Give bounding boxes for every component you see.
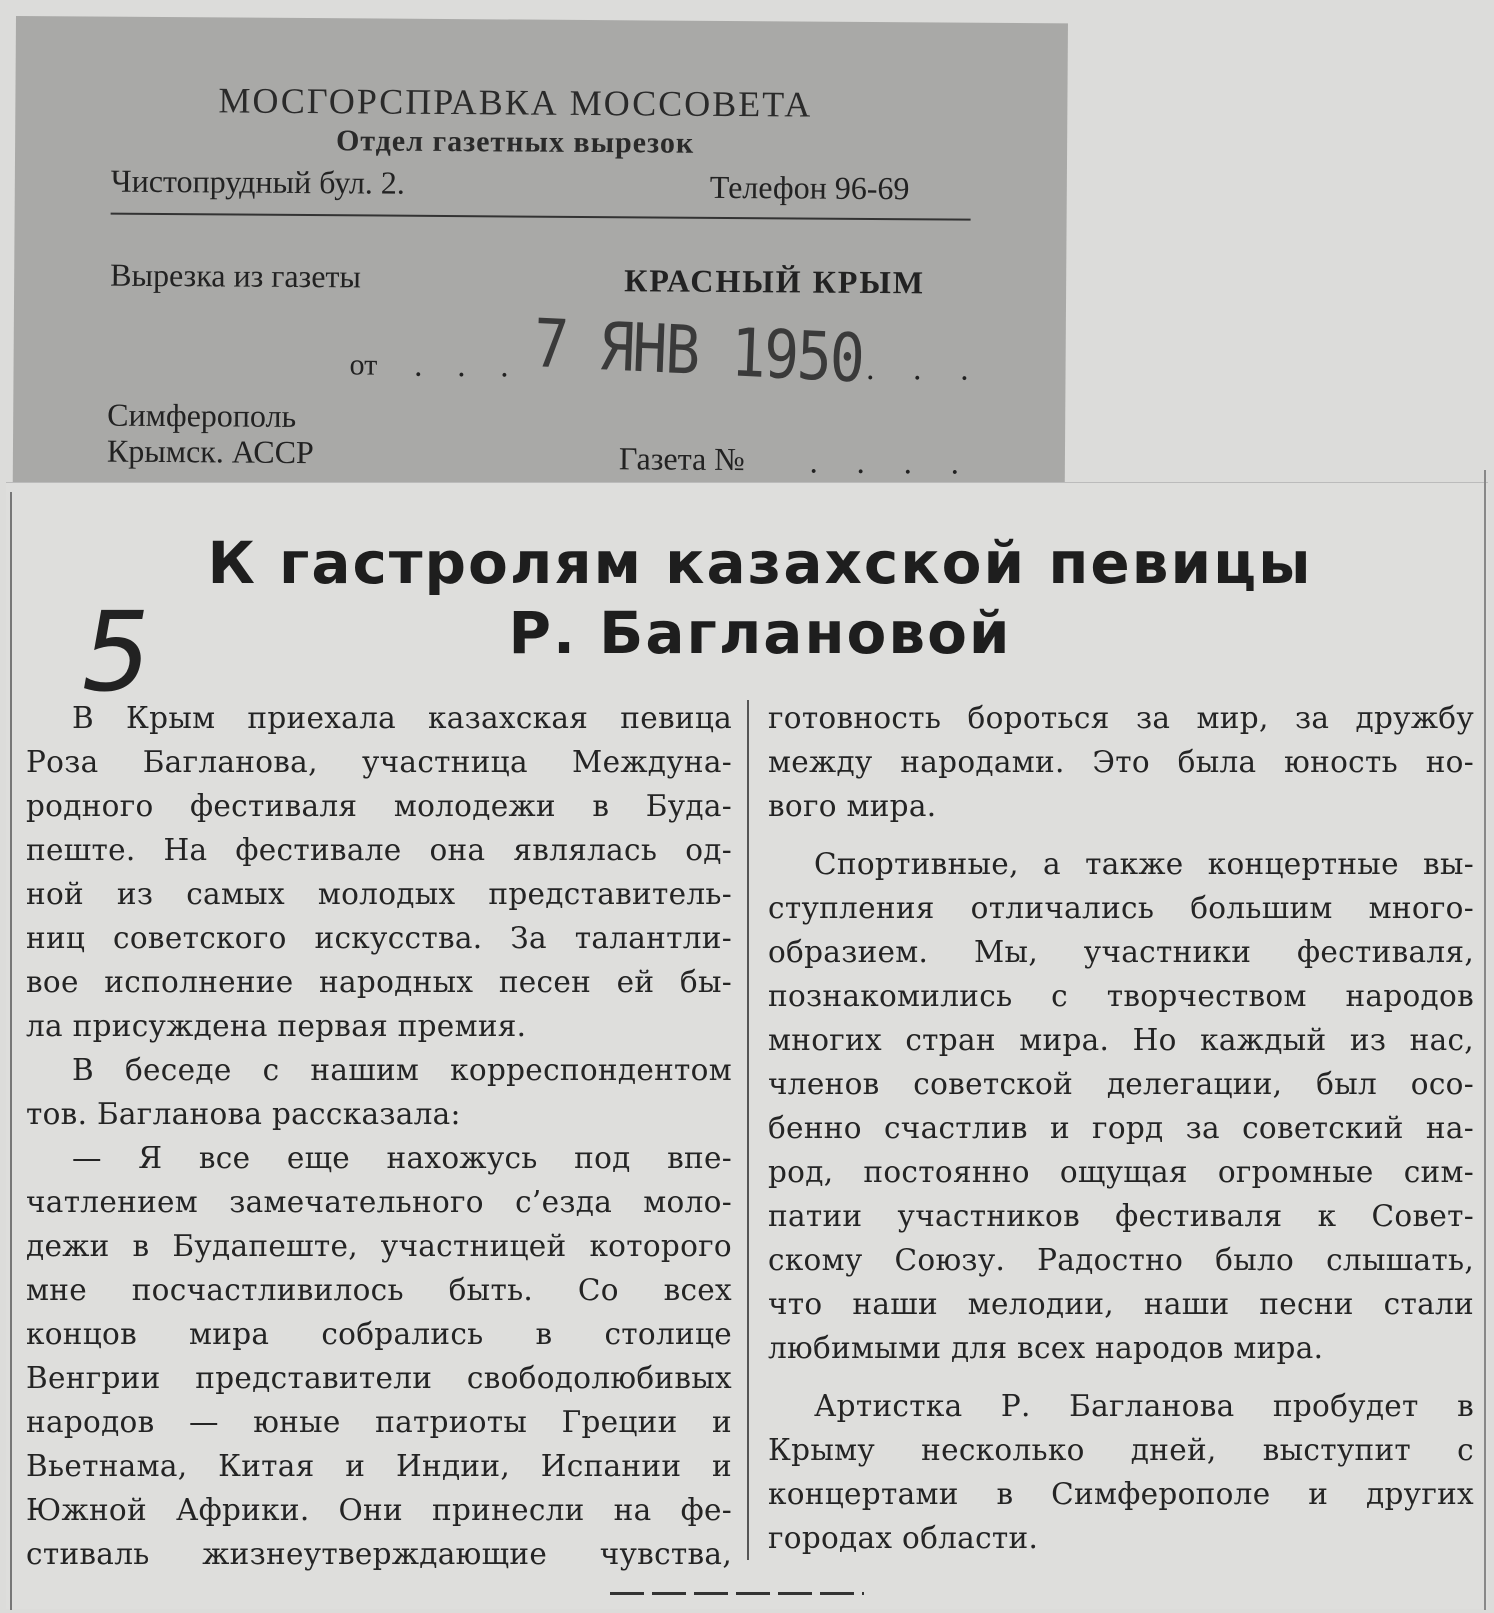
- text-line: дежи в Будапеште, участницей которого: [26, 1229, 732, 1263]
- text-line: народов — юные патриоты Греции и: [26, 1405, 732, 1439]
- text-line: скому Союзу. Радостно было слышать,: [768, 1243, 1474, 1277]
- right-border-rule: [1484, 470, 1486, 1610]
- dotted-leader: . . . .: [808, 445, 974, 482]
- text-line: В беседе с нашим корреспондентом: [72, 1053, 732, 1087]
- text-line: Спортивные, а также концертные вы-: [814, 847, 1474, 881]
- agency-address: Чистопрудный бул. 2.: [110, 162, 406, 201]
- left-border-rule: [10, 492, 12, 1610]
- text-line: готовность бороться за мир, за дружбу: [768, 701, 1474, 735]
- text-line: Венгрии представители свободолюбивых: [26, 1361, 732, 1395]
- text-line: Артистка Р. Багланова пробудет в: [814, 1389, 1474, 1423]
- department-name: Отдел газетных вырезок: [335, 124, 695, 160]
- text-line: членов советской делегации, был осо-: [768, 1067, 1474, 1101]
- agency-name: МОСГОРСПРАВКА МОССОВЕТА: [218, 80, 813, 125]
- clipping-service-slip: [13, 16, 1068, 499]
- article-end-rule: [610, 1592, 864, 1595]
- article-headline: [60, 528, 1460, 668]
- text-line: вое исполнение народных песен ей бы-: [26, 965, 732, 999]
- clipping-label: Вырезка из газеты: [110, 256, 362, 295]
- text-line: познакомились с творчеством народов: [768, 979, 1474, 1013]
- text-line: ной из самых молодых представитель-: [26, 877, 732, 911]
- city-line-2: Крымск. АССР: [106, 432, 314, 471]
- text-line: что наши мелодии, наши песни стали: [768, 1287, 1474, 1321]
- text-line: В Крым приехала казахская певица: [72, 701, 732, 735]
- text-line: Роза Багланова, участница Междуна-: [26, 745, 732, 779]
- text-line: ниц советского искусства. За талантли-: [26, 921, 732, 955]
- article-column-left: [26, 696, 732, 1576]
- text-line: чатлением замечательного с’езда моло-: [26, 1185, 732, 1219]
- text-line: концов мира собрались в столице: [26, 1317, 732, 1351]
- text-line: Южной Африки. Они принесли на фе-: [26, 1493, 732, 1527]
- agency-phone: Телефон 96-69: [709, 168, 910, 207]
- text-line: патии участников фестиваля к Совет-: [768, 1199, 1474, 1233]
- text-line: ступления отличались большим много-: [768, 891, 1474, 925]
- text-line: между народами. Это была юность но-: [768, 745, 1474, 779]
- text-line: любимыми для всех народов мира.: [768, 1331, 1324, 1365]
- dotted-leader: . . .: [413, 348, 522, 385]
- text-line: мне посчастливилось быть. Со всех: [26, 1273, 732, 1307]
- slip-divider: [111, 213, 971, 221]
- text-line: род, постоянно ощущая огромные сим-: [768, 1155, 1474, 1189]
- column-divider: [747, 700, 749, 1560]
- text-line: образием. Мы, участники фестиваля,: [768, 935, 1474, 969]
- text-line: концертами в Симферополе и других: [768, 1477, 1474, 1511]
- text-line: стиваль жизнеутверждающие чувства,: [26, 1537, 732, 1571]
- city-line-1: Симферополь: [107, 396, 297, 434]
- article-column-right: [768, 696, 1474, 1560]
- dotted-leader: . . .: [865, 351, 984, 388]
- text-line: бенно счастлив и горд за советский на-: [768, 1111, 1474, 1145]
- city-block: [107, 397, 314, 470]
- date-stamp: 7 ЯНВ 1950: [532, 303, 865, 398]
- text-line: родного фестиваля молодежи в Буда-: [26, 789, 732, 823]
- newspaper-name: КРАСНЫЙ КРЫМ: [624, 262, 926, 301]
- headline-line-1: К гастролям казахской певицы: [207, 529, 1313, 597]
- handwritten-number: 5: [70, 588, 164, 716]
- headline-line-2: Р. Баглановой: [508, 599, 1012, 667]
- text-line: городах области.: [768, 1521, 1039, 1555]
- text-line: Вьетнама, Китая и Индии, Испании и: [26, 1449, 732, 1483]
- issue-number-label: Газета №: [618, 440, 745, 478]
- text-line: вого мира.: [768, 789, 937, 823]
- text-line: ла присуждена первая премия.: [26, 1009, 527, 1043]
- text-line: — Я все еще нахожусь под впе-: [72, 1141, 732, 1175]
- text-line: многих стран мира. Но каждый из нас,: [768, 1023, 1474, 1057]
- text-line: тов. Багланова рассказала:: [26, 1097, 461, 1131]
- text-line: Крыму несколько дней, выступит с: [768, 1433, 1474, 1467]
- date-from-label: от: [349, 348, 378, 382]
- text-line: пеште. На фестивале она являлась од-: [26, 833, 732, 867]
